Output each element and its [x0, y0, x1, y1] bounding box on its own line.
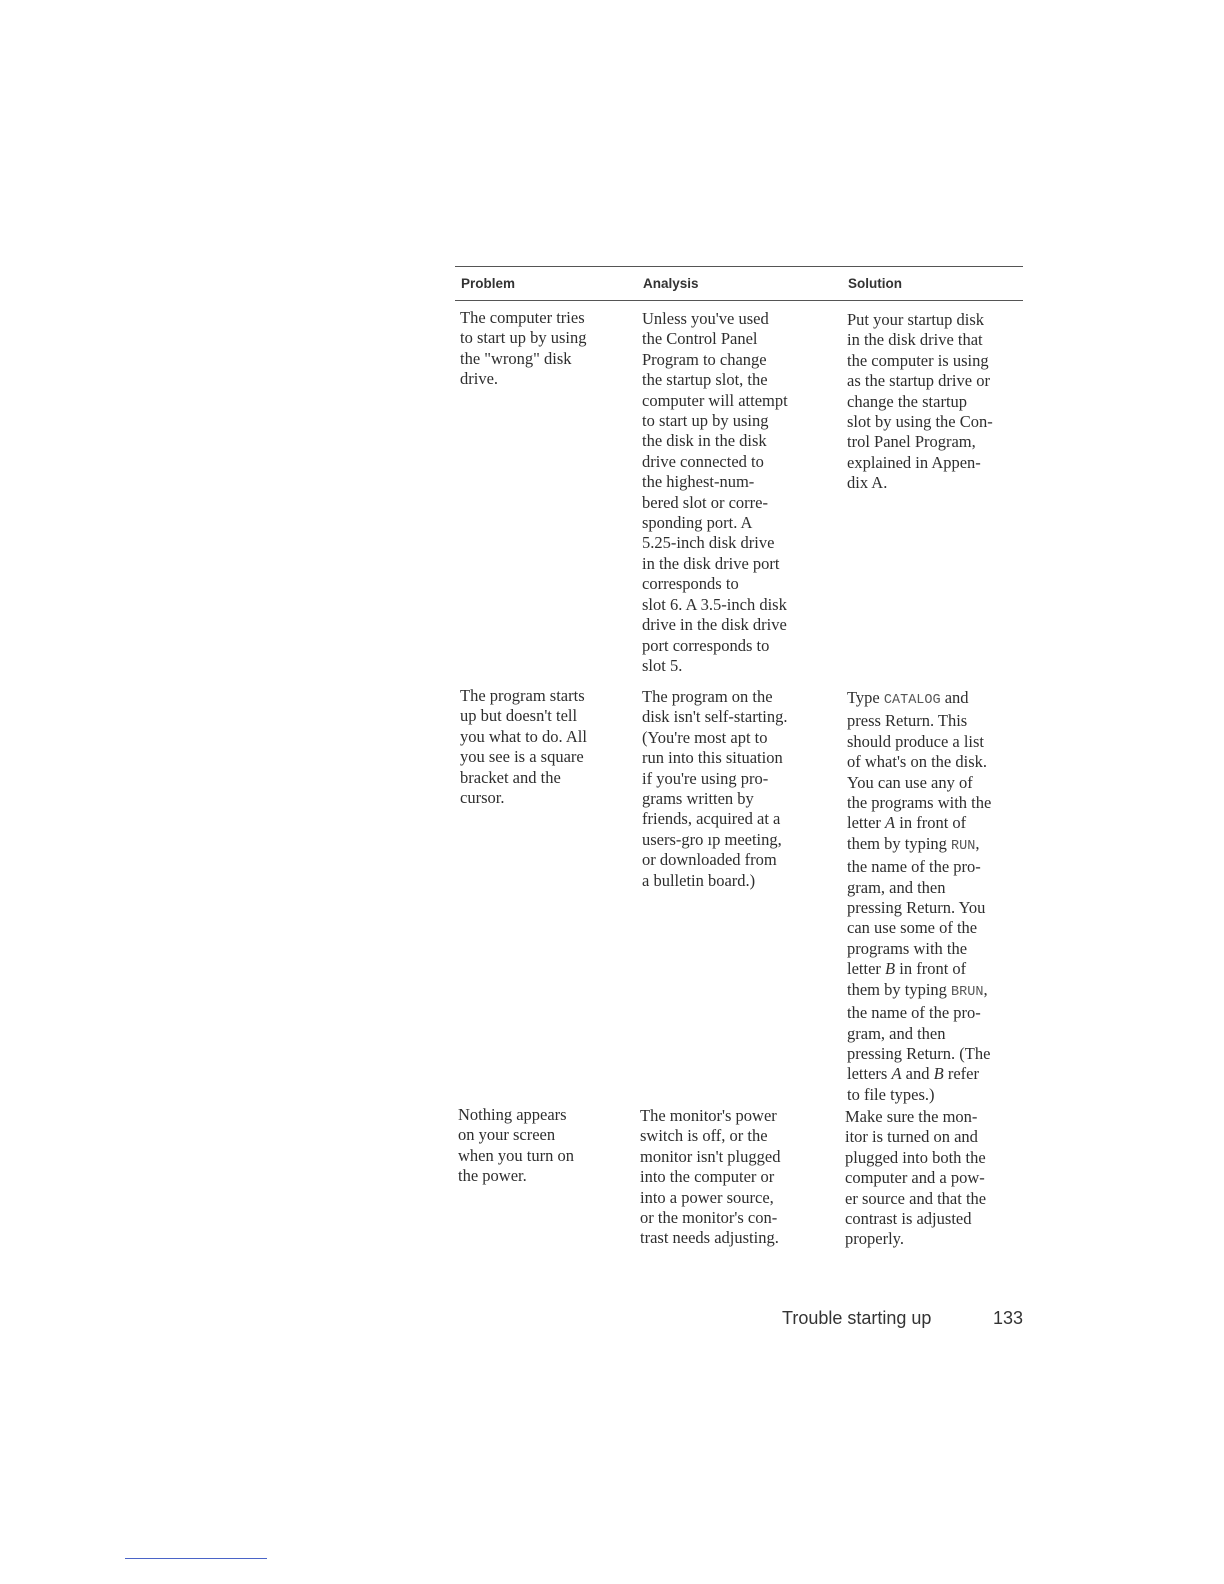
cell-line: sponding port. A [642, 513, 753, 533]
cell-line: monitor isn't plugged [640, 1146, 781, 1166]
cell-line: disk isn't self-starting. [642, 707, 788, 727]
cell-line: corresponds to [642, 574, 739, 594]
run-command: RUN [951, 838, 976, 854]
cell-line: or downloaded from [642, 850, 777, 870]
text: refer [947, 1064, 979, 1084]
cell-line: the power. [458, 1166, 527, 1186]
cell-line: to start up by using [642, 411, 769, 431]
text: gram, and then [847, 877, 946, 897]
text: in front of [899, 813, 967, 833]
cell-line: you see is a square [460, 747, 584, 767]
table-header-rule [455, 300, 1023, 301]
brun-command: BRUN [951, 984, 984, 1000]
row2-analysis [642, 687, 822, 891]
cell-line: on your screen [458, 1125, 556, 1145]
cell-line: itor is turned on and [845, 1127, 978, 1147]
text: pressing Return. You [847, 898, 986, 918]
cell-line: trast needs adjusting. [640, 1228, 779, 1248]
letter-a: A [885, 813, 896, 833]
cell-line: contrast is adjusted [845, 1209, 972, 1229]
header-analysis: Analysis [643, 276, 699, 291]
row2-solution [847, 688, 1027, 1105]
cell-line: in the disk drive port [642, 553, 780, 573]
text: to file types.) [847, 1084, 935, 1104]
cell-line: change the startup [847, 391, 968, 411]
footer-section-title: Trouble starting up [782, 1308, 932, 1328]
text: of what's on the disk. [847, 752, 988, 772]
cell-line: The monitor's power [640, 1106, 777, 1125]
row3-analysis [640, 1106, 820, 1249]
cell-line: slot 5. [642, 655, 683, 675]
cell-line: up but doesn't tell [460, 706, 578, 726]
cell-line: friends, acquired at a [642, 809, 781, 829]
text: the name of the pro- [847, 857, 981, 877]
text: them by typing [847, 833, 947, 853]
cell-line: drive. [460, 369, 499, 389]
header-problem: Problem [461, 276, 516, 291]
text: can use some of the [847, 918, 978, 938]
cell-line: a bulletin board.) [642, 870, 756, 890]
cell-line: port corresponds to [642, 635, 770, 655]
cell-line: when you turn on [458, 1145, 574, 1165]
cell-line: the Control Panel [642, 329, 758, 349]
cell-line: computer and a pow- [845, 1168, 985, 1188]
cell-line: plugged into both the [845, 1147, 986, 1167]
cell-line: drive connected to [642, 451, 764, 471]
text: , [975, 833, 980, 853]
cell-line: properly. [845, 1229, 904, 1249]
cell-line: Make sure the mon- [845, 1107, 978, 1126]
text: You can use any of [847, 772, 973, 792]
text: and [944, 688, 969, 707]
page-number: 133 [993, 1308, 1024, 1328]
text: the programs with the [847, 793, 992, 813]
cell-line: computer will attempt [642, 390, 788, 410]
text: pressing Return. (The [847, 1043, 991, 1063]
cell-line: the highest-num- [642, 472, 755, 492]
cell-line: Nothing appears [458, 1105, 567, 1124]
catalog-command: CATALOG [883, 693, 941, 708]
cell-line: The program starts [460, 686, 585, 705]
cell-line: slot by using the Con- [847, 412, 993, 432]
cell-line: or the monitor's con- [640, 1208, 778, 1228]
cell-line: Unless you've used [642, 309, 769, 328]
row2-problem [460, 686, 625, 808]
cell-line: bracket and the [460, 767, 561, 787]
cell-line: 5.25-inch disk drive [642, 533, 775, 553]
cell-line: the computer is using [847, 350, 989, 370]
cell-line: grams written by [642, 789, 754, 809]
letter-b: B [885, 959, 896, 979]
row1-solution [847, 310, 1027, 494]
letter-a: A [891, 1064, 902, 1084]
cell-line: you what to do. All [460, 726, 587, 746]
text: programs with the [847, 938, 968, 958]
row3-problem [458, 1105, 623, 1187]
text: and [905, 1064, 930, 1084]
cell-line: The computer tries [460, 308, 585, 327]
cell-line: as the startup drive or [847, 371, 990, 391]
text: Type [847, 688, 880, 707]
cell-line: in the disk drive that [847, 330, 983, 350]
cell-line: Put your startup disk [847, 310, 985, 329]
text: should produce a list [847, 731, 985, 751]
text: press Return. This [847, 711, 968, 731]
cell-line: if you're using pro- [642, 768, 769, 788]
text: letter [847, 959, 881, 979]
cell-line: explained in Appen- [847, 452, 981, 472]
cell-line: er source and that the [845, 1188, 987, 1208]
footnote-rule [125, 1558, 267, 1559]
cell-line: bered slot or corre- [642, 492, 768, 512]
cell-line: trol Panel Program, [847, 432, 976, 452]
cell-line: (You're most apt to [642, 727, 768, 747]
cell-line: users-gro ıp meeting, [642, 829, 782, 849]
cell-line: into the computer or [640, 1167, 775, 1187]
text: letter [847, 813, 881, 833]
cell-line: into a power source, [640, 1187, 774, 1207]
text: them by typing [847, 979, 947, 999]
cell-line: switch is off, or the [640, 1126, 768, 1146]
cell-line: run into this situation [642, 748, 783, 768]
text: the name of the pro- [847, 1003, 981, 1023]
row1-analysis [642, 309, 822, 676]
text: , [983, 979, 988, 999]
header-solution: Solution [848, 276, 902, 291]
cell-line: dix A. [847, 473, 888, 493]
cell-line: cursor. [460, 788, 505, 808]
row1-problem [460, 308, 625, 390]
text: in front of [899, 959, 967, 979]
table-top-rule [455, 266, 1023, 267]
cell-line: the startup slot, the [642, 370, 768, 390]
cell-line: Program to change [642, 349, 767, 369]
cell-line: the disk in the disk [642, 431, 767, 451]
cell-line: slot 6. A 3.5-inch disk [642, 594, 787, 614]
text: gram, and then [847, 1023, 946, 1043]
cell-line: The program on the [642, 687, 773, 706]
text: letters [847, 1064, 888, 1084]
letter-b: B [933, 1064, 944, 1084]
cell-line: drive in the disk drive [642, 615, 787, 635]
row3-solution [845, 1107, 1025, 1250]
cell-line: to start up by using [460, 328, 587, 348]
cell-line: the "wrong" disk [460, 348, 572, 368]
